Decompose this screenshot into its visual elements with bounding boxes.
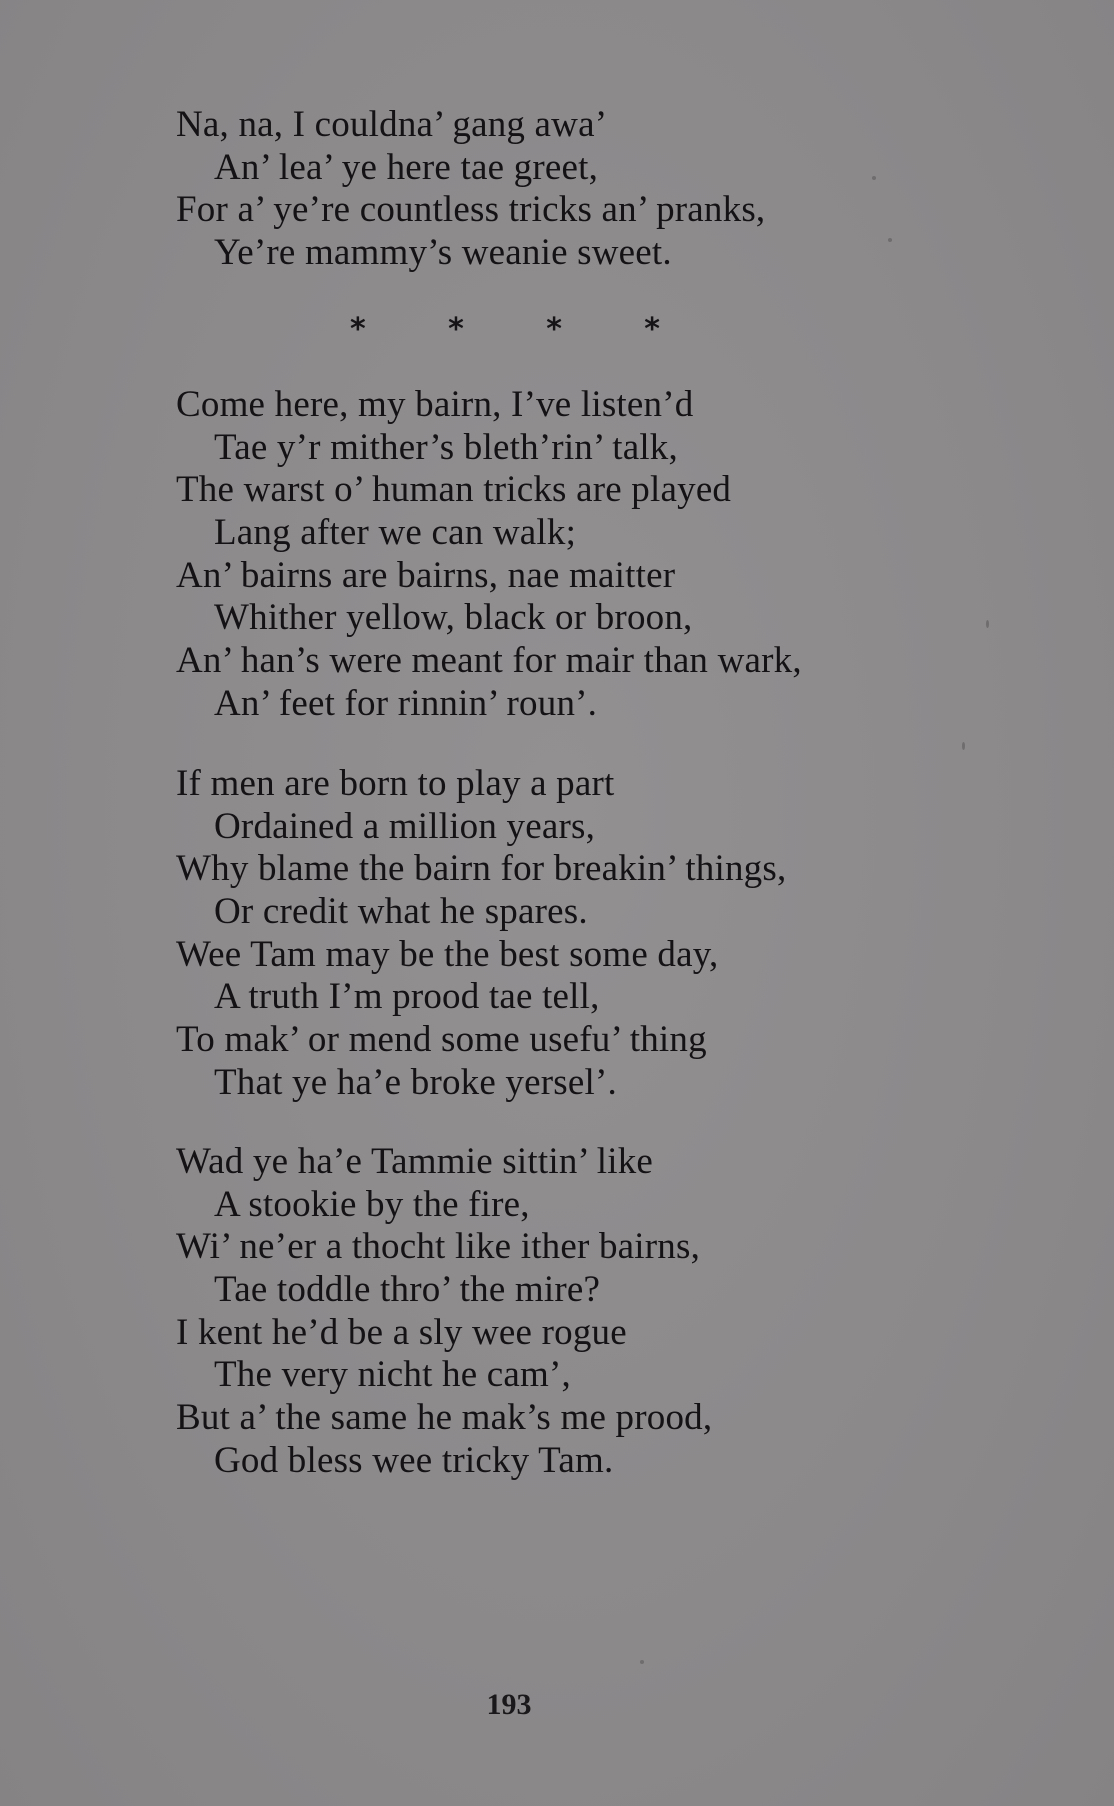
paper-speck xyxy=(962,742,965,750)
poem-line: Tae y’r mither’s bleth’rin’ talk, xyxy=(214,426,678,468)
separator-asterisk: * xyxy=(546,312,562,347)
poem-line: Na, na, I couldna’ gang awa’ xyxy=(176,104,608,145)
poem-line: A stookie by the fire, xyxy=(214,1183,530,1225)
poem-stanza xyxy=(176,1141,712,1483)
poem-line: Whither yellow, black or broon, xyxy=(214,597,693,639)
poem-line: That ye ha’e broke yersel’. xyxy=(214,1061,617,1103)
poem-stanza xyxy=(176,384,802,726)
poem-line: An’ han’s were meant for mair than wark, xyxy=(176,640,802,682)
poem-line: If men are born to play a part xyxy=(176,763,615,804)
poem-line: For a’ ye’re countless tricks an’ pranks, xyxy=(176,189,766,231)
poem-stanza xyxy=(176,763,786,1105)
poem-line: Ye’re mammy’s weanie sweet. xyxy=(214,232,672,274)
poem-line: Wee Tam may be the best some day, xyxy=(176,933,719,975)
poem-line: Why blame the bairn for breakin’ things, xyxy=(176,848,787,890)
section-separator xyxy=(350,312,660,347)
poem-line: Or credit what he spares. xyxy=(214,891,588,933)
poem-line: Wi’ ne’er a thocht like ither bairns, xyxy=(176,1226,701,1268)
poem-line: The warst o’ human tricks are played xyxy=(176,469,732,511)
page-number: 193 xyxy=(486,1688,532,1721)
poem-line: An’ feet for rinnin’ roun’. xyxy=(214,682,598,724)
poem-line: The very nicht he cam’, xyxy=(214,1354,571,1396)
poem-line: A truth I’m prood tae tell, xyxy=(214,976,600,1018)
separator-asterisk: * xyxy=(448,312,464,347)
poem-line: I kent he’d be a sly wee rogue xyxy=(176,1311,627,1353)
poem-line: But a’ the same he mak’s me prood, xyxy=(176,1397,713,1439)
poem-line: An’ lea’ ye here tae greet, xyxy=(214,146,599,188)
paper-speck xyxy=(986,620,989,628)
paper-speck xyxy=(640,1660,644,1664)
paper-speck xyxy=(872,176,876,180)
poem-line: Wad ye ha’e Tammie sittin’ like xyxy=(176,1141,654,1182)
poem-line: Come here, my bairn, I’ve listen’d xyxy=(176,384,694,425)
poem-line: Lang after we can walk; xyxy=(214,512,577,554)
poem-line: Tae toddle thro’ the mire? xyxy=(214,1269,601,1311)
separator-asterisk: * xyxy=(644,312,660,347)
separator-asterisk: * xyxy=(350,312,366,347)
poem-stanza xyxy=(176,104,765,275)
poem-line: Ordained a million years, xyxy=(214,805,596,847)
poem-line: An’ bairns are bairns, nae maitter xyxy=(176,554,676,596)
poem-line: To mak’ or mend some usefu’ thing xyxy=(176,1019,707,1061)
poem-line: God bless wee tricky Tam. xyxy=(214,1439,614,1481)
paper-speck xyxy=(888,238,892,242)
